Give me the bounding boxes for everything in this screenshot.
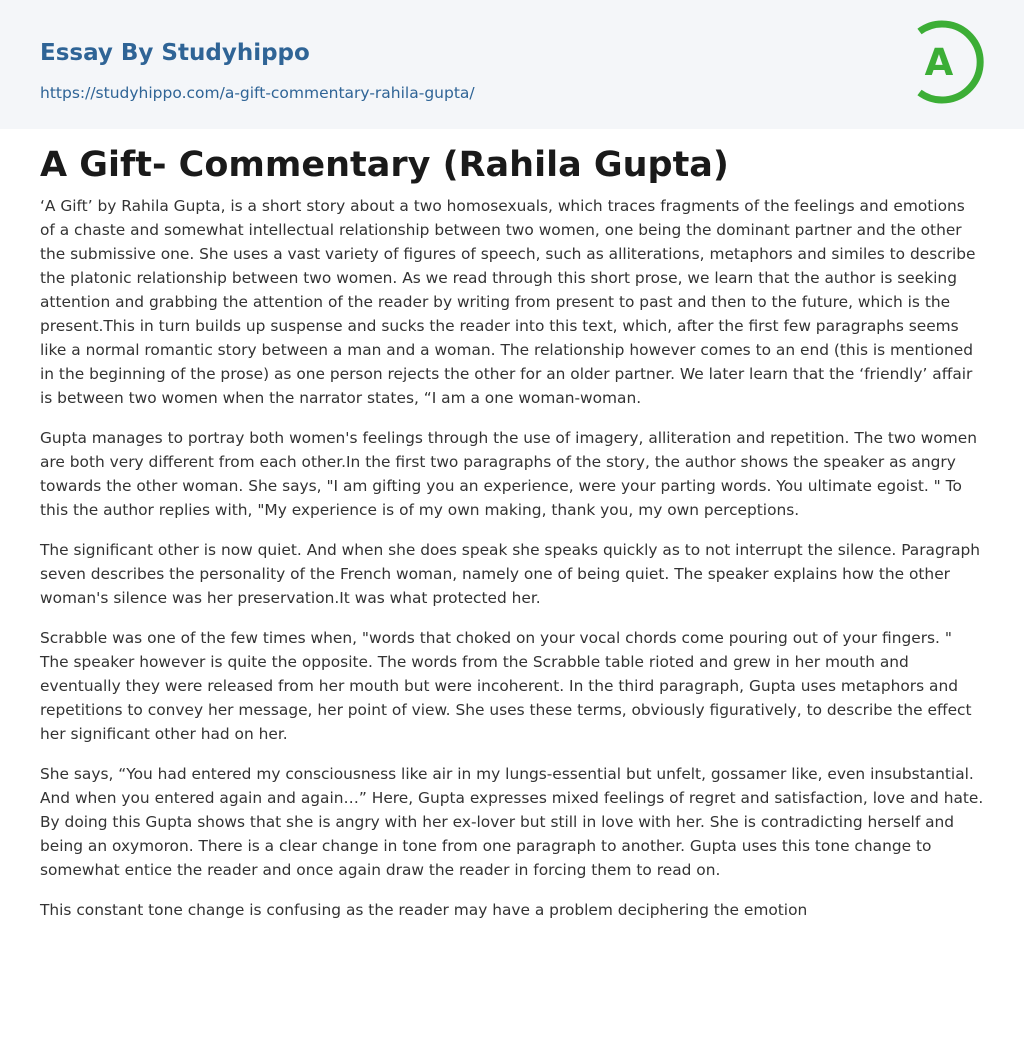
site-title[interactable]: Essay By Studyhippo [40, 40, 310, 66]
paragraph: ‘A Gift’ by Rahila Gupta, is a short story about a two homosexuals, which traces fragments of the feelings and emotions of a chaste and somewhat intellectual relationship between two women, one being the dominant partner and the other the submissive one. She uses a vast variety of figures of speech, such as alliterations, metaphors and similes to describe the platonic relationship between two women. As we read through this short prose, we learn that the author is seeking attention and grabbing the attention of the reader by writing from present to past and then to the future, which is the present.This in turn builds up suspense and sucks the reader into this text, which, after the first few paragraphs seems like a normal romantic story between a man and a woman. The relationship however comes to an end (this is mentioned in the beginning of the prose) as one person rejects the other for an older partner. We later learn that the ‘friendly’ affair is between two women when the narrator states, “I am a one woman-woman. [40, 197, 976, 407]
paragraph: Scrabble was one of the few times when, "words that choked on your vocal chords come pouring out of your fingers. " The speaker however is quite the opposite. The words from the Scrabble table rioted and grew in her mouth and eventually they were released from her mouth but were incoherent. In the third paragraph, Gupta uses metaphors and repetitions to convey her message, her point of view. She uses these terms, obviously figuratively, to describe the effect her significant other had on her. [40, 629, 972, 743]
paragraph: This constant tone change is confusing as the reader may have a problem deciphering the emotion [40, 901, 808, 919]
paragraph: She says, “You had entered my consciousness like air in my lungs-essential but unfelt, gossamer like, even insubstantial. And when you entered again and again…” Here, Gupta expresses mixed feelings of regret and satisfaction, love and hate. By doing this Gupta shows that she is angry with her ex-lover but still in love with her. She is contradicting herself and being an oxymoron. There is a clear change in tone from one paragraph to another. Gupta uses this tone change to somewhat entice the reader and once again draw the reader in forcing them to read on. [40, 765, 984, 879]
article-url-link[interactable]: https://studyhippo.com/a-gift-commentary-rahila-gupta/ [40, 84, 475, 102]
page-title: A Gift- Commentary (Rahila Gupta) [40, 145, 729, 185]
article-body [40, 194, 984, 938]
site-header [0, 0, 1024, 129]
studyhippo-logo-icon[interactable] [904, 18, 988, 106]
logo-letter: A [924, 41, 954, 84]
paragraph: The significant other is now quiet. And when she does speak she speaks quickly as to not interrupt the silence. Paragraph seven describes the personality of the French woman, namely one of being quiet. The speaker explains how the other woman's silence was her preservation.It was what protected her. [40, 541, 981, 607]
paragraph: Gupta manages to portray both women's feelings through the use of imagery, alliteration and repetition. The two women are both very different from each other.In the first two paragraphs of the story, the author shows the speaker as angry towards the other woman. She says, "I am gifting you an experience, were your parting words. You ultimate egoist. " To this the author replies with, "My experience is of my own making, thank you, my own perceptions. [40, 429, 978, 519]
